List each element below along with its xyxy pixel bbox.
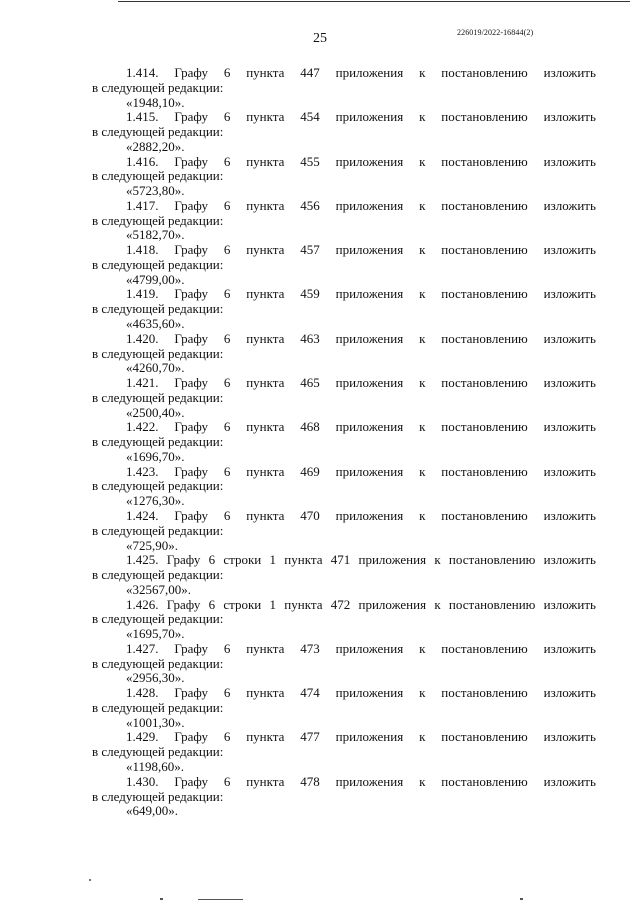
instruction-word: постановлению <box>441 773 528 789</box>
instruction-word: приложения <box>335 729 404 745</box>
instruction-word: приложения <box>335 109 404 125</box>
instruction-word: Графу <box>174 507 208 523</box>
instruction-word: постановлению <box>441 685 528 701</box>
amendment-instruction-line <box>92 332 596 347</box>
amendment-new-value: «1276,30». <box>126 493 185 509</box>
item-number: 1.414. <box>126 65 159 80</box>
instruction-word: 6 <box>223 729 231 745</box>
amendment-instruction-line <box>92 553 596 568</box>
instruction-word: Графу <box>174 463 208 479</box>
instruction-word: 1 <box>269 552 277 568</box>
amendment-instruction-line <box>92 775 596 790</box>
amendment-new-value: «1696,70». <box>126 448 185 464</box>
amendment-new-value: «1695,70». <box>126 626 185 642</box>
amendment-item <box>92 509 596 553</box>
amendment-wording-line: в следующей редакции: <box>92 655 224 671</box>
instruction-word: к <box>419 463 426 479</box>
amendment-item <box>92 598 596 642</box>
item-number: 1.422. <box>126 419 159 435</box>
margin-speck <box>89 879 91 881</box>
instruction-word: к <box>419 685 426 701</box>
amendment-new-value: «4260,70». <box>126 360 185 376</box>
instruction-word: приложения <box>358 596 427 612</box>
instruction-word: изложить <box>543 197 596 213</box>
amendment-item <box>92 243 596 287</box>
instruction-word: к <box>419 197 426 213</box>
instruction-word: к <box>419 419 426 435</box>
instruction-word: 478 <box>300 773 320 789</box>
instruction-word: 6 <box>223 640 231 656</box>
instruction-word: пункта <box>246 419 285 435</box>
amendment-wording-line: в следующей редакции: <box>92 256 224 272</box>
instruction-word: постановлению <box>441 640 528 656</box>
instruction-word: приложения <box>358 552 427 568</box>
instruction-word: постановлению <box>448 552 536 568</box>
instruction-word: постановлению <box>448 596 536 612</box>
amendment-wording-line: в следующей редакции: <box>92 522 224 538</box>
instruction-word: 6 <box>223 375 231 391</box>
instruction-word: к <box>434 596 441 612</box>
instruction-word: постановлению <box>441 419 528 435</box>
instruction-word: пункта <box>246 65 285 80</box>
amendment-item <box>92 730 596 774</box>
item-number: 1.423. <box>126 463 159 479</box>
amendment-wording-line: в следующей редакции: <box>92 434 224 450</box>
amendment-wording-line: в следующей редакции: <box>92 699 224 715</box>
instruction-word: Графу <box>166 596 201 612</box>
instruction-word: пункта <box>284 552 323 568</box>
instruction-word: 6 <box>223 109 231 125</box>
instruction-word: приложения <box>335 773 404 789</box>
instruction-word: изложить <box>543 729 596 745</box>
instruction-word: 463 <box>300 330 320 346</box>
amendment-instruction-line <box>92 686 596 701</box>
instruction-word: изложить <box>543 286 596 302</box>
instruction-word: пункта <box>246 773 285 789</box>
instruction-word: постановлению <box>441 286 528 302</box>
instruction-word: пункта <box>246 242 285 258</box>
instruction-word: 6 <box>208 552 216 568</box>
amendment-wording-line: в следующей редакции: <box>92 124 224 140</box>
item-number: 1.429. <box>126 729 159 745</box>
instruction-word: изложить <box>543 419 596 435</box>
amendment-instruction-line <box>92 642 596 657</box>
instruction-word: постановлению <box>441 330 528 346</box>
amendment-new-value: «4635,60». <box>126 316 185 332</box>
amendment-new-value: «32567,00». <box>126 581 191 597</box>
instruction-word: к <box>419 375 426 391</box>
amendment-wording-line: в следующей редакции: <box>92 611 224 627</box>
bottom-rule <box>198 899 243 900</box>
instruction-word: приложения <box>335 242 404 258</box>
amendment-instruction-line <box>92 199 596 214</box>
instruction-word: к <box>419 242 426 258</box>
amendment-wording-line: в следующей редакции: <box>92 567 224 583</box>
item-number: 1.419. <box>126 286 159 302</box>
instruction-word: постановлению <box>441 197 528 213</box>
bottom-speck-left <box>160 898 163 900</box>
instruction-word: 454 <box>300 109 320 125</box>
instruction-word: приложения <box>335 463 404 479</box>
amendment-wording-line: в следующей редакции: <box>92 788 224 804</box>
instruction-word: 477 <box>300 729 320 745</box>
amendment-new-value: «725,90». <box>126 537 178 553</box>
instruction-word: изложить <box>543 640 596 656</box>
amendment-wording-line: в следующей редакции: <box>92 301 224 317</box>
instruction-word: 468 <box>300 419 320 435</box>
instruction-word: Графу <box>174 640 208 656</box>
instruction-word: пункта <box>246 507 285 523</box>
instruction-word: 6 <box>223 463 231 479</box>
top-rule <box>118 1 630 2</box>
instruction-word: изложить <box>543 773 596 789</box>
instruction-word: изложить <box>543 153 596 169</box>
instruction-word: пункта <box>246 330 285 346</box>
amendment-item <box>92 553 596 597</box>
instruction-word: Графу <box>174 685 208 701</box>
instruction-word: к <box>434 552 441 568</box>
instruction-word: изложить <box>543 242 596 258</box>
item-number: 1.426. <box>126 596 159 612</box>
instruction-word: 470 <box>300 507 320 523</box>
instruction-word: 457 <box>300 242 320 258</box>
amendment-item <box>92 642 596 686</box>
instruction-word: Графу <box>174 242 208 258</box>
amendment-wording-line: в следующей редакции: <box>92 345 224 361</box>
instruction-word: 6 <box>223 197 231 213</box>
instruction-word: приложения <box>335 286 404 302</box>
instruction-word: 6 <box>223 685 231 701</box>
instruction-word: изложить <box>543 507 596 523</box>
instruction-word: 473 <box>300 640 320 656</box>
instruction-word: к <box>419 65 426 80</box>
instruction-word: приложения <box>335 153 404 169</box>
document-id: 226019/2022-16844(2) <box>457 28 534 37</box>
instruction-word: 6 <box>223 507 231 523</box>
instruction-word: изложить <box>543 685 596 701</box>
instruction-word: 447 <box>300 65 320 80</box>
instruction-word: 465 <box>300 375 320 391</box>
instruction-word: к <box>419 109 426 125</box>
instruction-word: Графу <box>174 109 208 125</box>
bottom-speck-right <box>520 898 523 900</box>
item-number: 1.416. <box>126 153 159 169</box>
instruction-word: 1 <box>269 596 277 612</box>
instruction-word: приложения <box>335 419 404 435</box>
instruction-word: постановлению <box>441 153 528 169</box>
amendment-wording-line: в следующей редакции: <box>92 478 224 494</box>
instruction-word: пункта <box>246 729 285 745</box>
amendment-wording-line: в следующей редакции: <box>92 79 224 95</box>
amendment-item <box>92 287 596 331</box>
amendment-item <box>92 66 596 110</box>
instruction-word: приложения <box>335 375 404 391</box>
amendment-new-value: «4799,00». <box>126 271 185 287</box>
amendment-item <box>92 332 596 376</box>
amendment-wording-line: в следующей редакции: <box>92 212 224 228</box>
item-number: 1.420. <box>126 330 159 346</box>
instruction-word: приложения <box>335 507 404 523</box>
instruction-word: постановлению <box>441 375 528 391</box>
instruction-word: 6 <box>223 330 231 346</box>
instruction-word: Графу <box>174 153 208 169</box>
amendment-item <box>92 686 596 730</box>
instruction-word: изложить <box>543 330 596 346</box>
instruction-word: Графу <box>174 419 208 435</box>
instruction-word: постановлению <box>441 507 528 523</box>
instruction-word: 469 <box>300 463 320 479</box>
amendment-instruction-line <box>92 376 596 391</box>
instruction-word: изложить <box>543 552 596 568</box>
instruction-word: пункта <box>284 596 323 612</box>
item-number: 1.424. <box>126 507 159 523</box>
instruction-word: Графу <box>174 197 208 213</box>
amendment-new-value: «1948,10». <box>126 94 185 110</box>
instruction-word: приложения <box>335 685 404 701</box>
instruction-word: пункта <box>246 286 285 302</box>
item-number: 1.428. <box>126 685 159 701</box>
instruction-word: 6 <box>223 773 231 789</box>
item-number: 1.418. <box>126 242 159 258</box>
instruction-word: к <box>419 640 426 656</box>
amendment-item <box>92 155 596 199</box>
instruction-word: изложить <box>543 65 596 80</box>
instruction-word: Графу <box>174 286 208 302</box>
page-number: 25 <box>313 31 327 46</box>
item-number: 1.421. <box>126 375 159 391</box>
amendment-item <box>92 465 596 509</box>
instruction-word: к <box>419 507 426 523</box>
amendment-list <box>92 66 596 819</box>
instruction-word: 6 <box>223 286 231 302</box>
instruction-word: 6 <box>208 596 216 612</box>
instruction-word: строки <box>223 596 262 612</box>
instruction-word: приложения <box>335 330 404 346</box>
amendment-new-value: «2500,40». <box>126 404 185 420</box>
instruction-word: к <box>419 729 426 745</box>
instruction-word: приложения <box>335 640 404 656</box>
instruction-word: 471 <box>330 552 351 568</box>
instruction-word: 6 <box>223 153 231 169</box>
instruction-word: Графу <box>174 65 208 80</box>
instruction-word: изложить <box>543 596 596 612</box>
instruction-word: к <box>419 773 426 789</box>
instruction-word: приложения <box>335 197 404 213</box>
instruction-word: 6 <box>223 242 231 258</box>
amendment-item <box>92 420 596 464</box>
instruction-word: пункта <box>246 109 285 125</box>
instruction-word: Графу <box>166 552 201 568</box>
amendment-item <box>92 775 596 819</box>
item-number: 1.427. <box>126 640 159 656</box>
amendment-instruction-line <box>92 509 596 524</box>
instruction-word: 455 <box>300 153 320 169</box>
instruction-word: пункта <box>246 197 285 213</box>
instruction-word: 456 <box>300 197 320 213</box>
amendment-new-value: «2956,30». <box>126 670 185 686</box>
amendment-item <box>92 110 596 154</box>
instruction-word: постановлению <box>441 109 528 125</box>
instruction-word: 459 <box>300 286 320 302</box>
instruction-word: пункта <box>246 463 285 479</box>
amendment-instruction-line <box>92 66 596 81</box>
item-number: 1.417. <box>126 197 159 213</box>
instruction-word: изложить <box>543 109 596 125</box>
amendment-instruction-line <box>92 598 596 613</box>
amendment-instruction-line <box>92 243 596 258</box>
amendment-wording-line: в следующей редакции: <box>92 744 224 760</box>
amendment-instruction-line <box>92 465 596 480</box>
instruction-word: Графу <box>174 773 208 789</box>
instruction-word: к <box>419 153 426 169</box>
instruction-word: к <box>419 286 426 302</box>
instruction-word: 6 <box>223 419 231 435</box>
amendment-new-value: «5723,80». <box>126 183 185 199</box>
instruction-word: Графу <box>174 729 208 745</box>
amendment-new-value: «1198,60». <box>126 759 185 775</box>
instruction-word: 6 <box>223 65 231 80</box>
amendment-instruction-line <box>92 287 596 302</box>
instruction-word: пункта <box>246 640 285 656</box>
amendment-wording-line: в следующей редакции: <box>92 168 224 184</box>
instruction-word: изложить <box>543 463 596 479</box>
amendment-instruction-line <box>92 110 596 125</box>
instruction-word: к <box>419 330 426 346</box>
instruction-word: пункта <box>246 685 285 701</box>
instruction-word: Графу <box>174 330 208 346</box>
instruction-word: Графу <box>174 375 208 391</box>
amendment-item <box>92 199 596 243</box>
instruction-word: пункта <box>246 375 285 391</box>
amendment-new-value: «2882,20». <box>126 138 185 154</box>
item-number: 1.415. <box>126 109 159 125</box>
instruction-word: приложения <box>335 65 404 80</box>
item-number: 1.430. <box>126 773 159 789</box>
instruction-word: постановлению <box>441 242 528 258</box>
instruction-word: постановлению <box>441 463 528 479</box>
amendment-new-value: «649,00». <box>126 803 178 819</box>
amendment-new-value: «5182,70». <box>126 227 185 243</box>
amendment-instruction-line <box>92 420 596 435</box>
amendment-item <box>92 376 596 420</box>
instruction-word: пункта <box>246 153 285 169</box>
amendment-instruction-line <box>92 730 596 745</box>
amendment-new-value: «1001,30». <box>126 714 185 730</box>
instruction-word: изложить <box>543 375 596 391</box>
instruction-word: 474 <box>300 685 320 701</box>
item-number: 1.425. <box>126 552 159 568</box>
instruction-word: 472 <box>330 596 351 612</box>
amendment-instruction-line <box>92 155 596 170</box>
instruction-word: постановлению <box>441 729 528 745</box>
amendment-wording-line: в следующей редакции: <box>92 389 224 405</box>
instruction-word: строки <box>223 552 262 568</box>
instruction-word: постановлению <box>441 65 528 80</box>
